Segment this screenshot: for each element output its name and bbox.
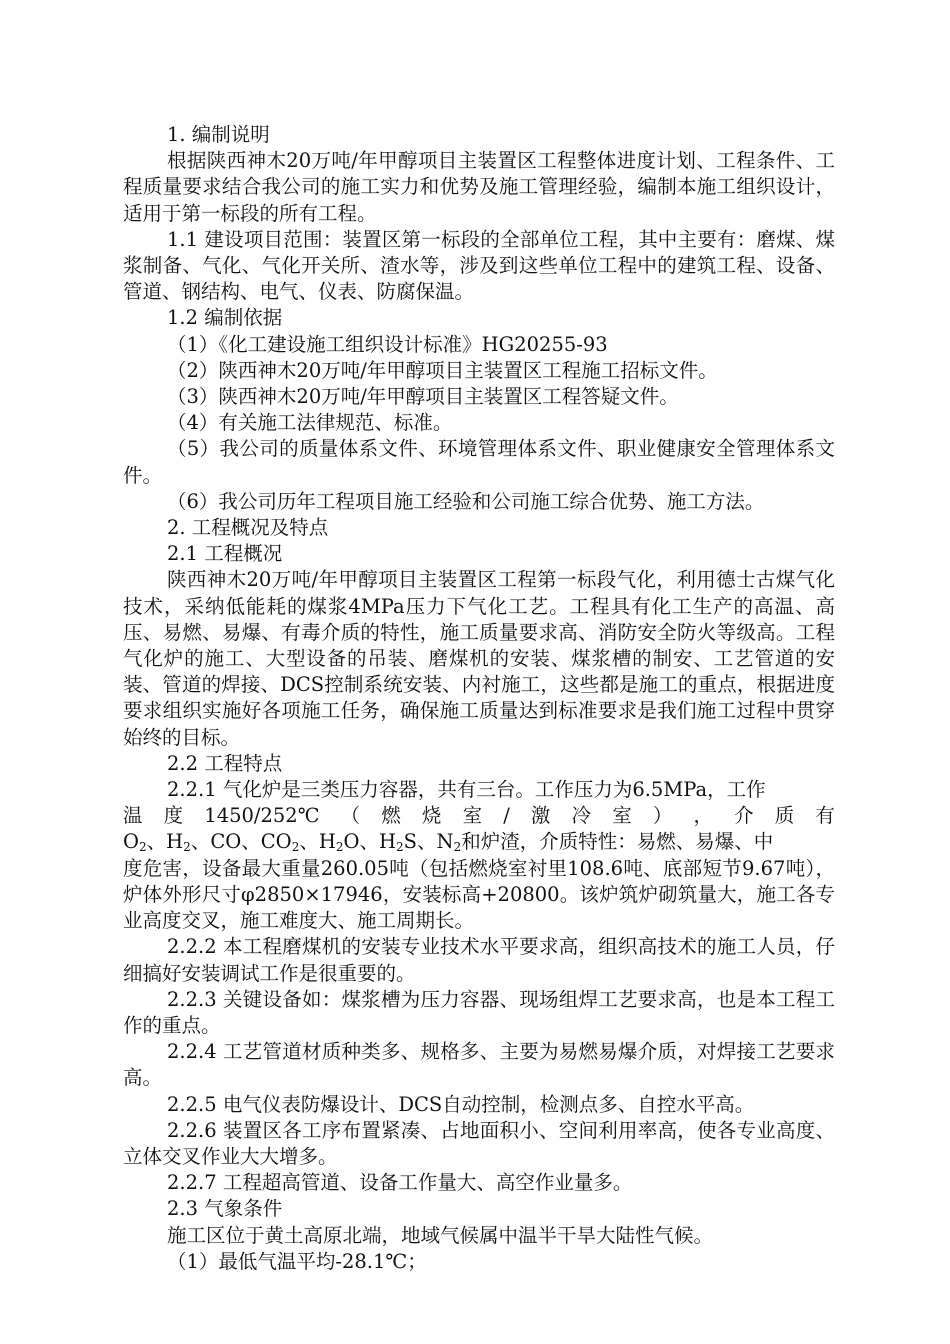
justified-char: （: [340, 804, 361, 828]
section-2-3-paragraph: 施工区位于黄土高原北端，地域气候属中温半干旱大陆性气候。: [167, 1223, 714, 1247]
justified-char: 冷: [571, 804, 592, 828]
justified-char: ，: [693, 804, 713, 828]
feature-2-2-2: 2.2.2 本工程磨煤机的安装专业技术水平要求高，组织高技术的施工人员，仔细搞好安装调试工作是很重要的。: [123, 935, 835, 985]
justified-char: /: [503, 804, 510, 828]
justified-char: 1450/252℃: [204, 804, 320, 828]
feature-2-2-4: 2.2.4 工艺管道材质种类多、规格多、主要为易燃易爆介质，对焊接工艺要求高。: [123, 1040, 835, 1090]
basis-item-4: （4）有关施工法律规范、标准。: [167, 411, 453, 435]
justified-char: 激: [530, 804, 551, 828]
justified-char: ）: [652, 804, 673, 828]
feature-2-2-7: 2.2.7 工程超高管道、设备工作量大、高空作业量多。: [167, 1171, 633, 1195]
feature-2-2-1-line-1: 2.2.1 气化炉是三类压力容器，共有三台。工作压力为6.5MPa，工作: [167, 778, 766, 802]
justified-char: 质: [774, 804, 795, 828]
section-2-1-heading: 2.1 工程概况: [167, 542, 283, 566]
justified-char: 室: [612, 804, 632, 828]
feature-2-2-6: 2.2.6 装置区各工序布置紧凑、占地面积小、空间利用率高，使各专业高度、立体交叉作业大大增多。: [123, 1118, 835, 1168]
justified-char: 室: [462, 804, 483, 828]
feature-2-2-1-gases-line: $O_2$、$H_2$、CO、$CO_2$、$H_2O$、$H_2S$、$N_2$和炉渣，介质特性：易燃、易爆、中: [123, 830, 774, 855]
feature-2-2-1-rest: 度危害，设备最大重量260.05吨（包括燃烧室衬里108.6吨、底部短节9.67吨），炉体外形尺寸φ2850×17946，安装标高+20800。该炉筑炉砌筑量大，施工各专业高度交叉，施工难度大、施工周期长。: [123, 856, 835, 933]
section-1-heading: 1. 编制说明: [167, 123, 270, 146]
basis-item-1: （1）《化工建设施工组织设计标准》HG20255-93: [167, 332, 608, 356]
section-2-3-heading: 2.3 气象条件: [167, 1197, 283, 1221]
basis-item-5: （5）我公司的质量体系文件、环境管理体系文件、职业健康安全管理体系文件。: [123, 437, 835, 487]
justified-char: 度: [163, 804, 184, 828]
formula-n2: $N_2$: [436, 830, 462, 855]
justified-char: 有: [815, 804, 835, 828]
gases-tail-text: 和炉渣，介质特性：易燃、易爆、中: [461, 830, 774, 854]
section-1-paragraph: 根据陕西神木20万吨/年甲醇项目主装置区工程整体进度计划、工程条件、工程质量要求结合我公司的施工实力和优势及施工管理经验，编制本施工组织设计，适用于第一标段的所有工程。: [123, 149, 835, 225]
feature-2-2-1-justified-line: [123, 803, 835, 829]
climate-item-1: （1）最低气温平均-28.1℃；: [167, 1249, 427, 1273]
formula-h2o: $H_2O$: [318, 830, 360, 855]
justified-char: 燃: [381, 804, 401, 828]
document-body: [123, 122, 835, 1275]
formula-h2: $H_2$: [166, 830, 191, 855]
formula-o2: $O_2$: [123, 830, 147, 855]
section-1-2-heading: 1.2 编制依据: [167, 306, 283, 330]
section-1-1-paragraph: 1.1 建设项目范围：装置区第一标段的全部单位工程，其中主要有：磨煤、煤浆制备、气化、气化开关所、渣水等，涉及到这些单位工程中的建筑工程、设备、管道、钢结构、电气、仪表、防腐保温。: [123, 227, 835, 304]
formula-h2s: $H_2S$: [379, 830, 418, 855]
feature-2-2-5: 2.2.5 电气仪表防爆设计、DCS自动控制，检测点多、自控水平高。: [167, 1092, 755, 1116]
section-2-2-heading: 2.2 工程特点: [167, 751, 283, 775]
basis-item-3: （3）陕西神木20万吨/年甲醇项目主装置区工程答疑文件。: [167, 385, 679, 409]
basis-item-2: （2）陕西神木20万吨/年甲醇项目主装置区工程施工招标文件。: [167, 358, 718, 382]
formula-co2: $CO_2$: [260, 830, 300, 855]
justified-char: 介: [734, 804, 754, 828]
section-2-1-paragraph: 陕西神木20万吨/年甲醇项目主装置区工程第一标段气化，利用德士古煤气化技术，采纳低能耗的煤浆4MPa压力下气化工艺。工程具有化工生产的高温、高压、易燃、易爆、有毒介质的特性，施工质量要求高、消防安全防火等级高。工程气化炉的施工、大型设备的吊装、磨煤机的安装、煤浆槽的制安、工艺管道的安装、管道的焊接、DCS控制系统安装、内衬施工，这些都是施工的重点，根据进度要求组织实施好各项施工任务，确保施工质量达到标准要求是我们施工过程中贯穿始终的目标。: [123, 568, 835, 749]
feature-2-2-3: 2.2.3 关键设备如：煤浆槽为压力容器、现场组焊工艺要求高，也是本工程工作的重点。: [123, 987, 835, 1037]
formula-co: CO: [210, 830, 242, 854]
section-2-heading: 2. 工程概况及特点: [167, 516, 329, 540]
justified-char: 温: [123, 804, 143, 828]
basis-item-6: （6）我公司历年工程项目施工经验和公司施工综合优势、施工方法。: [167, 489, 765, 513]
justified-char: 烧: [421, 804, 442, 828]
